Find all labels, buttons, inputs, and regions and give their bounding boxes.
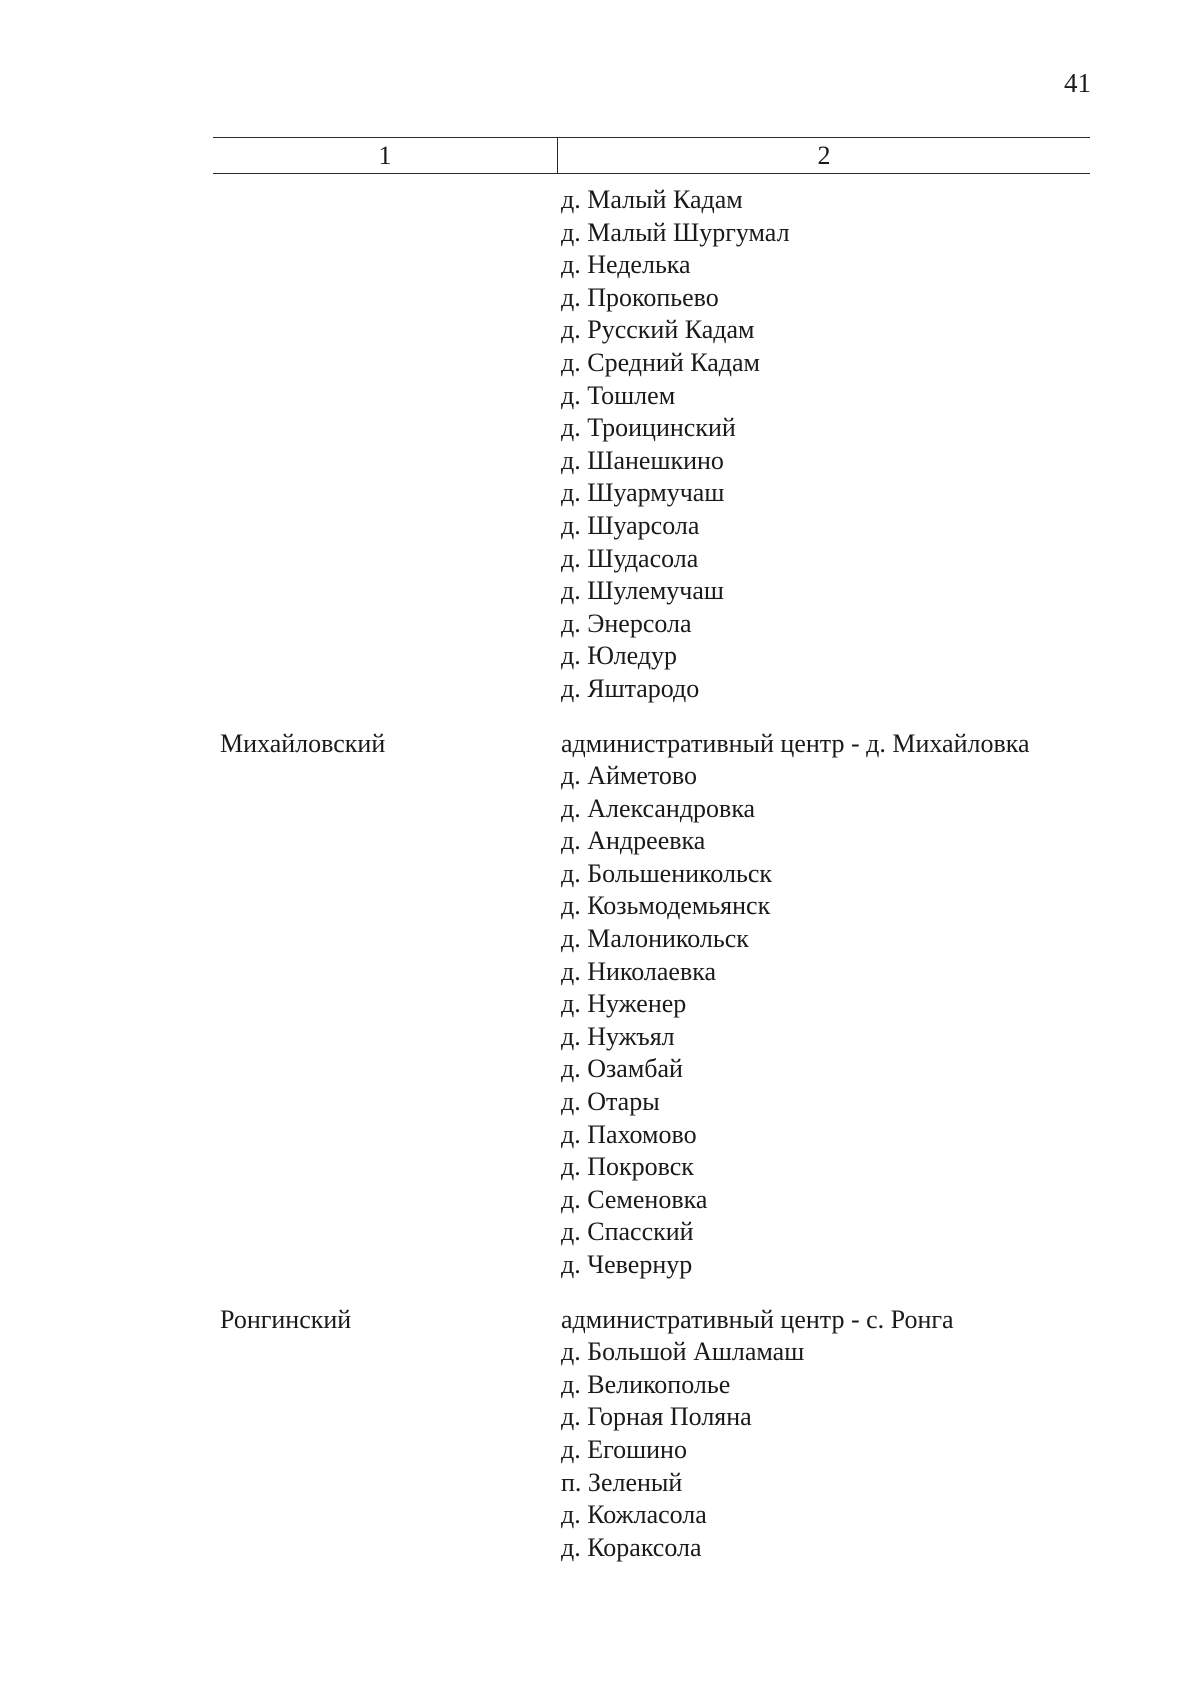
page-number: 41 xyxy=(1064,68,1091,98)
settlement-item: д. Русский Кадам xyxy=(561,315,755,345)
settlement-item: д. Отары xyxy=(561,1087,660,1117)
settlement-item: д. Чевернур xyxy=(561,1250,693,1279)
settlement-item: д. Кораксола xyxy=(561,1532,702,1562)
table-body xyxy=(0,184,1200,1564)
settlement-item: д. Малоникольск xyxy=(561,924,749,954)
settlement-item: д. Средний Кадам xyxy=(561,347,760,377)
settlement-item: д. Нуженер xyxy=(561,989,687,1019)
settlement-group xyxy=(0,184,1200,706)
settlement-item: д. Энерсола xyxy=(561,608,692,638)
municipality-name: Ронгинский xyxy=(220,1304,352,1334)
settlement-item: административный центр - с. Ронга xyxy=(561,1304,954,1334)
settlement-item: д. Николаевка xyxy=(561,956,716,986)
settlement-item: д. Горная Поляна xyxy=(561,1402,752,1432)
settlement-item: д. Шудасола xyxy=(561,543,699,573)
municipality-name: Михайловский xyxy=(220,728,386,758)
column-2-header: 2 xyxy=(817,141,831,170)
settlement-list xyxy=(561,1304,1200,1565)
settlement-item: д. Малый Кадам xyxy=(561,185,743,214)
settlement-item: д. Большеникольск xyxy=(561,858,773,888)
settlement-group xyxy=(0,728,1200,1282)
settlement-list xyxy=(561,184,1200,706)
settlement-item: д. Яштародо xyxy=(561,673,700,703)
settlement-item: д. Спасский xyxy=(561,1217,694,1247)
settlement-item: д. Андреевка xyxy=(561,826,706,856)
settlement-item: д. Шуармучаш xyxy=(561,478,725,508)
settlement-item: д. Тошлем xyxy=(561,380,676,410)
settlement-item: д. Шуарсола xyxy=(561,510,700,540)
settlement-item: п. Зеленый xyxy=(561,1467,683,1497)
settlement-item: д. Егошино xyxy=(561,1434,687,1464)
settlement-item: д. Айметово xyxy=(561,761,698,791)
settlement-item: д. Большой Ашламаш xyxy=(561,1337,805,1367)
settlement-item: д. Троицинский xyxy=(561,413,736,443)
settlement-item: д. Александровка xyxy=(561,793,756,823)
settlement-item: д. Покровск xyxy=(561,1152,694,1182)
settlement-item: д. Прокопьево xyxy=(561,282,719,312)
settlement-item: д. Козьмодемьянск xyxy=(561,891,771,921)
settlement-item: д. Нужъял xyxy=(561,1021,675,1051)
settlement-item: д. Озамбай xyxy=(561,1054,683,1084)
settlement-item: д. Малый Шургумал xyxy=(561,217,790,247)
table-header xyxy=(213,137,1090,174)
settlement-item: административный центр - д. Михайловка xyxy=(561,728,1030,758)
settlement-group xyxy=(0,1304,1200,1565)
settlement-item: д. Юледур xyxy=(561,641,678,671)
column-1-header: 1 xyxy=(378,141,392,170)
settlement-item: д. Шулемучаш xyxy=(561,576,724,606)
settlement-list xyxy=(561,728,1200,1282)
settlement-item: д. Неделька xyxy=(561,250,691,280)
settlement-item: д. Семеновка xyxy=(561,1184,708,1214)
settlement-item: д. Кожласола xyxy=(561,1500,707,1530)
settlement-item: д. Шанешкино xyxy=(561,445,724,475)
settlement-item: д. Великополье xyxy=(561,1369,731,1399)
settlement-item: д. Пахомово xyxy=(561,1119,697,1149)
